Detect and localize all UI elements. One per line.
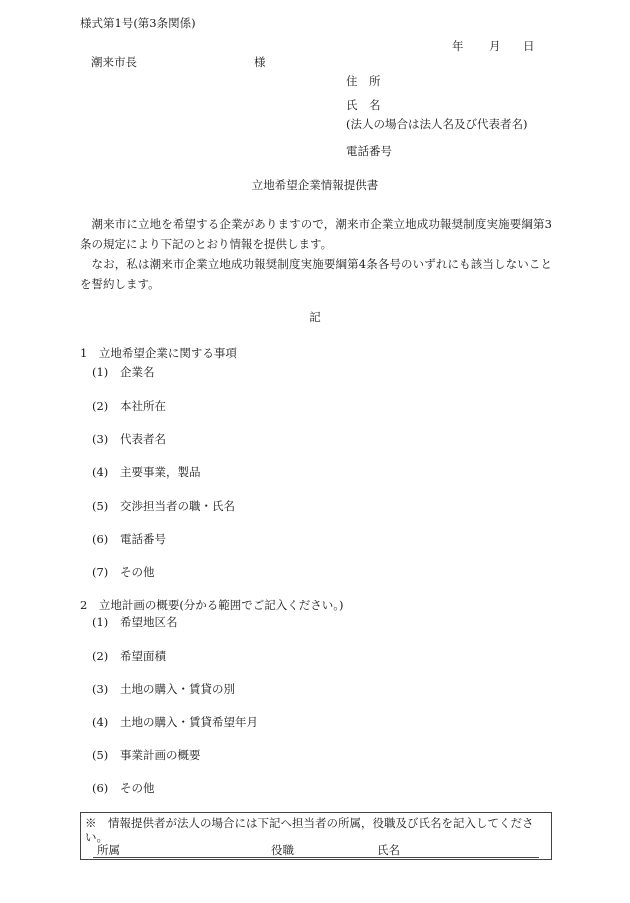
list-item-label: その他 — [120, 565, 155, 579]
body-paragraph-2: なお，私は潮来市企業立地成功報奨制度実施要綱第4条各号のいずれにも該当しないことを誓約します。 — [80, 257, 552, 291]
list-item-number: (3) — [92, 432, 109, 446]
list-item-number: (5) — [92, 499, 109, 513]
date-day-label: 日 — [523, 39, 535, 53]
list-item-label: 交渉担当者の職・氏名 — [120, 499, 235, 513]
list-item-label: 電話番号 — [120, 532, 166, 546]
contact-underline — [93, 857, 539, 858]
list-item-number: (3) — [92, 682, 109, 696]
list-item-label: その他 — [120, 781, 155, 795]
contact-name-label: 氏名 — [377, 843, 400, 857]
ki-marker: 記 — [309, 310, 321, 324]
document-title: 立地希望企業情報提供書 — [251, 178, 379, 192]
list-item-label: 主要事業，製品 — [120, 465, 201, 479]
list-item-number: (4) — [92, 465, 109, 479]
list-item-label: 土地の購入・賃貸の別 — [120, 682, 235, 696]
name-label: 氏 名 — [346, 98, 381, 112]
list-item-label: 事業計画の概要 — [120, 748, 201, 762]
list-item-number: (6) — [92, 781, 109, 795]
affiliation-label: 所属 — [97, 843, 120, 857]
list-item-number: (6) — [92, 532, 109, 546]
addressee: 潮来市長 — [91, 55, 137, 69]
list-item-number: (2) — [92, 649, 109, 663]
section-2-heading: 2 立地計画の概要(分かる範囲でご記入ください。) — [80, 598, 344, 612]
form-number: 様式第1号(第3条関係) — [80, 16, 196, 30]
list-item-label: 土地の購入・賃貸希望年月 — [120, 715, 258, 729]
date-month-label: 月 — [489, 39, 501, 53]
list-item-label: 企業名 — [120, 365, 155, 379]
honorific: 様 — [254, 55, 266, 69]
list-item-number: (7) — [92, 565, 109, 579]
list-item-number: (1) — [92, 615, 109, 629]
list-item-number: (2) — [92, 399, 109, 413]
body-paragraph-1: 潮来市に立地を希望する企業がありますので，潮来市企業立地成功報奨制度実施要綱第3条の規定により下記のとおり情報を提供します。 — [80, 217, 552, 251]
date-year-label: 年 — [452, 39, 464, 53]
contact-note-text: ※ 情報提供者が法人の場合には下記へ担当者の所属，役職及び氏名を記入してください。 — [85, 816, 534, 844]
list-item-number: (1) — [92, 365, 109, 379]
section-1-heading: 1 立地希望企業に関する事項 — [80, 346, 237, 360]
position-label: 役職 — [271, 843, 294, 857]
list-item-label: 本社所在 — [120, 399, 166, 413]
list-item-label: 代表者名 — [120, 432, 166, 446]
contact-note-box — [80, 812, 552, 860]
list-item-number: (4) — [92, 715, 109, 729]
list-item-label: 希望地区名 — [120, 615, 178, 629]
phone-label: 電話番号 — [346, 144, 392, 158]
list-item-number: (5) — [92, 748, 109, 762]
name-note: (法人の場合は法人名及び代表者名) — [346, 117, 528, 131]
list-item-label: 希望面積 — [120, 649, 166, 663]
address-label: 住 所 — [346, 74, 381, 88]
